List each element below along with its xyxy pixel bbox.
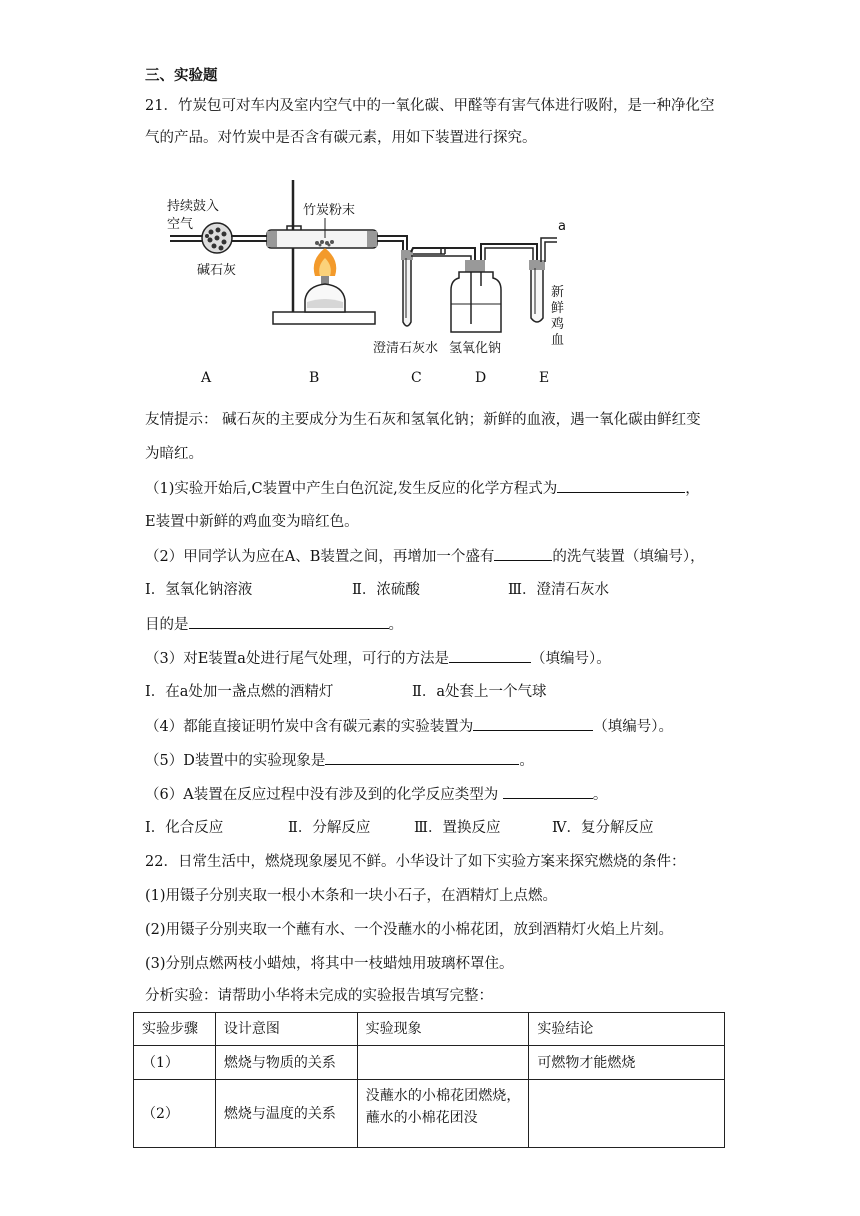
- q21-p2-option2: Ⅱ．浓硫酸: [352, 582, 420, 598]
- label-air2: 空气: [167, 217, 194, 232]
- q21-p6-option4: Ⅳ．复分解反应: [552, 820, 654, 836]
- q21-p3-option2: Ⅱ．a处套上一个气球: [412, 684, 547, 700]
- q22-step3: (3)分别点燃两枝小蜡烛，将其中一枝蜡烛用玻璃杯罩住。: [145, 956, 514, 972]
- answer-blank-purpose[interactable]: [189, 614, 389, 629]
- q21-p2-option3: Ⅲ．澄清石灰水: [508, 582, 609, 598]
- letter-e: E: [539, 370, 550, 386]
- label-air: 持续鼓入: [167, 199, 220, 214]
- q21-part2: （2）甲同学认为应在A、B装置之间，再增加一个盛有 的洗气装置（填编号），: [145, 546, 705, 567]
- combustion-tube: [267, 230, 377, 248]
- q22-analysis: 分析实验：请帮助小华将未完成的实验报告填写完整：: [145, 988, 493, 1004]
- q21-p6-option2: Ⅱ．分解反应: [288, 820, 371, 836]
- table-row: [134, 1046, 725, 1080]
- letter-d: D: [475, 370, 487, 386]
- letter-c: C: [411, 370, 422, 386]
- table-cell: （2）: [134, 1080, 216, 1148]
- q21-p6-option3: Ⅲ．置换反应: [414, 820, 501, 836]
- label-naoh: 氢氧化钠: [449, 341, 502, 356]
- q22-step1: (1)用镊子分别夹取一根小木条和一块小石子，在酒精灯上点燃。: [145, 888, 558, 904]
- q21-part5: （5）D装置中的实验现象是 。: [145, 750, 534, 771]
- label-limewater: 澄清石灰水: [373, 341, 439, 356]
- table-header: 实验现象: [357, 1013, 529, 1046]
- q21-stem-line2: 气的产品。对竹炭中是否含有碳元素，用如下装置进行探究。: [145, 130, 537, 146]
- q21-p2-option1: Ⅰ．氢氧化钠溶液: [145, 582, 253, 598]
- table-cell: （1）: [134, 1046, 216, 1080]
- table-cell-blank[interactable]: [357, 1046, 529, 1080]
- label-sodalime: 碱石灰: [197, 263, 237, 278]
- answer-blank-4[interactable]: [473, 716, 593, 731]
- q22-step2: (2)用镊子分别夹取一个蘸有水、一个没蘸水的小棉花团，放到酒精灯火焰上片刻。: [145, 922, 674, 938]
- label-blood-1: 新: [551, 285, 565, 300]
- hint-line1: 友情提示： 碱石灰的主要成分为生石灰和氢氧化钠；新鲜的血液，遇一氧化碳由鲜红变: [145, 412, 701, 428]
- q21-part1: （1)实验开始后,C装置中产生白色沉淀,发生反应的化学方程式为 ，: [145, 478, 700, 499]
- q21-p3-option1: Ⅰ．在a处加一盏点燃的酒精灯: [145, 684, 334, 700]
- section-title: 三、实验题: [145, 68, 218, 84]
- table-cell-blank[interactable]: [529, 1080, 725, 1148]
- q21-p6-option1: Ⅰ．化合反应: [145, 820, 224, 836]
- answer-blank-2[interactable]: [494, 546, 552, 561]
- blood-tube: [531, 270, 543, 322]
- experiment-report-table: [133, 1012, 725, 1148]
- q21-part3: （3）对E装置a处进行尾气处理，可行的方法是 （填编号）。: [145, 648, 611, 669]
- q22-stem: 22．日常生活中，燃烧现象屡见不鲜。小华设计了如下实验方案来探究燃烧的条件：: [145, 854, 686, 870]
- q21-part1-line2: E装置中新鲜的鸡血变为暗红色。: [145, 514, 359, 530]
- answer-blank-1[interactable]: [557, 478, 685, 493]
- hint-line2: 为暗红。: [145, 446, 203, 462]
- answer-blank-5[interactable]: [325, 750, 519, 765]
- label-blood-4: 血: [551, 333, 565, 348]
- table-cell: 燃烧与温度的关系: [215, 1080, 357, 1148]
- table-cell: 燃烧与物质的关系: [215, 1046, 357, 1080]
- answer-blank-3[interactable]: [449, 648, 531, 663]
- table-cell: 没蘸水的小棉花团燃烧，蘸水的小棉花团没: [357, 1080, 529, 1148]
- answer-blank-6[interactable]: [503, 784, 593, 799]
- table-cell: 可燃物才能燃烧: [529, 1046, 725, 1080]
- label-a: a: [558, 219, 566, 234]
- letter-b: B: [309, 370, 320, 386]
- apparatus-figure: [145, 168, 575, 390]
- q21-part4: （4）都能直接证明竹炭中含有碳元素的实验装置为 （填编号）。: [145, 716, 673, 737]
- q21-part6: （6）A装置在反应过程中没有涉及到的化学反应类型为 。: [145, 784, 607, 805]
- table-header: 实验结论: [529, 1013, 725, 1046]
- label-blood-2: 鲜: [551, 301, 565, 316]
- label-powder: 竹炭粉末: [303, 203, 356, 218]
- table-row: [134, 1080, 725, 1148]
- q21-stem-line1: 21．竹炭包可对车内及室内空气中的一氧化碳、甲醛等有害气体进行吸附，是一种净化空: [145, 98, 715, 114]
- letter-a: A: [201, 370, 212, 386]
- q21-part2-purpose: 目的是 。: [145, 614, 403, 635]
- naoh-bottle: [451, 272, 501, 332]
- table-header: 设计意图: [215, 1013, 357, 1046]
- limewater-tube: [403, 260, 411, 326]
- table-header-row: [134, 1013, 725, 1046]
- label-blood-3: 鸡: [551, 317, 565, 332]
- table-header: 实验步骤: [134, 1013, 216, 1046]
